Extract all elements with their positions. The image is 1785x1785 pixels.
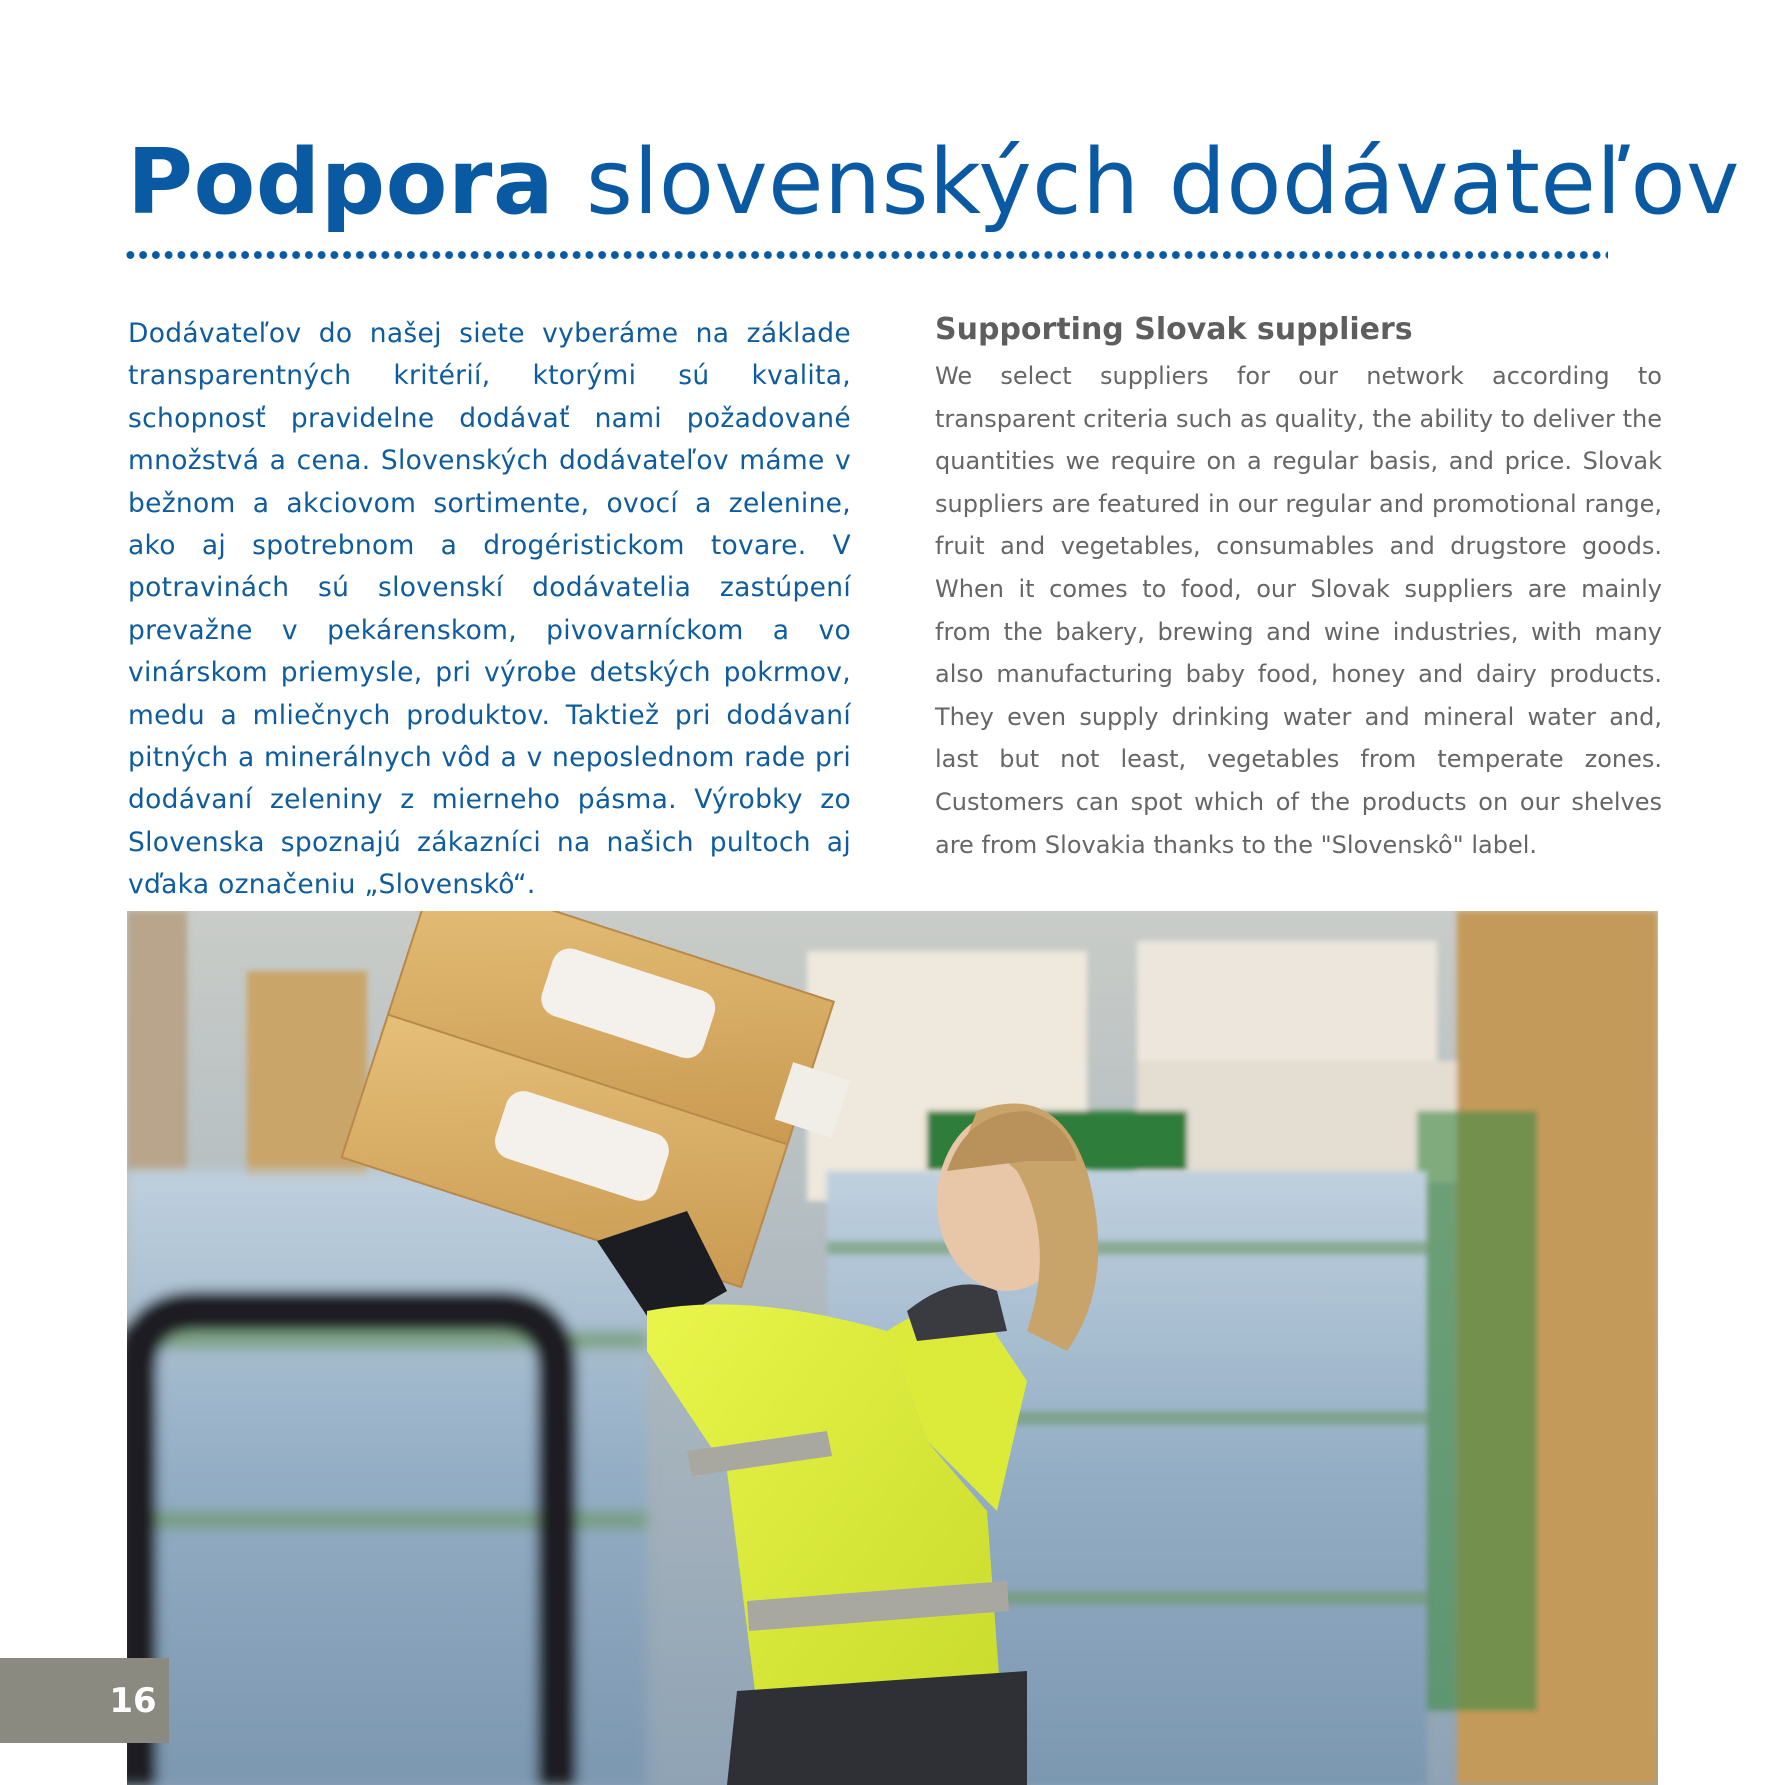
slovak-paragraph: Dodávateľov do našej siete vyberáme na základe transparentných kritérií, ktorými sú kvalita, schopnosť pravidelne dodávať nami požadované množstvá a cena. Slovenských dodávateľov máme v bežnom a akciovom sortimente, ovocí a zelenine, ako aj spotrebnom a drogéristickom tovare. V potravinách sú slovenskí dodávatelia zastúpení prevažne v pekárenskom, pivovarníckom a vo vinárskom priemysle, pri výrobe detských pokrmov, medu a mliečnych produktov. Taktiež pri dodávaní pitných a minerálnych vôd a v neposlednom rade pri dodávaní zeleniny z mierneho pásma. Výrobky zo Slovenska spoznajú zákazníci na našich pultoch aj vďaka označeniu „Slovenskô“. (128, 318, 851, 901)
english-heading: Supporting Slovak suppliers (935, 312, 1413, 347)
dotted-divider (124, 250, 1608, 260)
english-paragraph: We select suppliers for our network according to transparent criteria such as quality, the ability to deliver the quantities we require on a regular basis, and price. Slovak suppliers are featured in our regular and promotional range, fruit and vegetables, consumables and drugstore goods. When it comes to food, our Slovak suppliers are mainly from the bakery, brewing and wine industries, with many also manufacturing baby food, honey and dairy products. They even supply drinking water and mineral water and, last but not least, vegetables from temperate zones. Customers can spot which of the products on our shelves are from Slovakia thanks to the "Slovenskô" label. (935, 362, 1662, 859)
warehouse-photo (127, 911, 1658, 1785)
page-title-bold: Podpora (127, 130, 555, 235)
page-number: 16 (109, 1681, 157, 1721)
page-title-light: slovenských dodávateľov (585, 130, 1740, 235)
page-title (127, 128, 1740, 238)
